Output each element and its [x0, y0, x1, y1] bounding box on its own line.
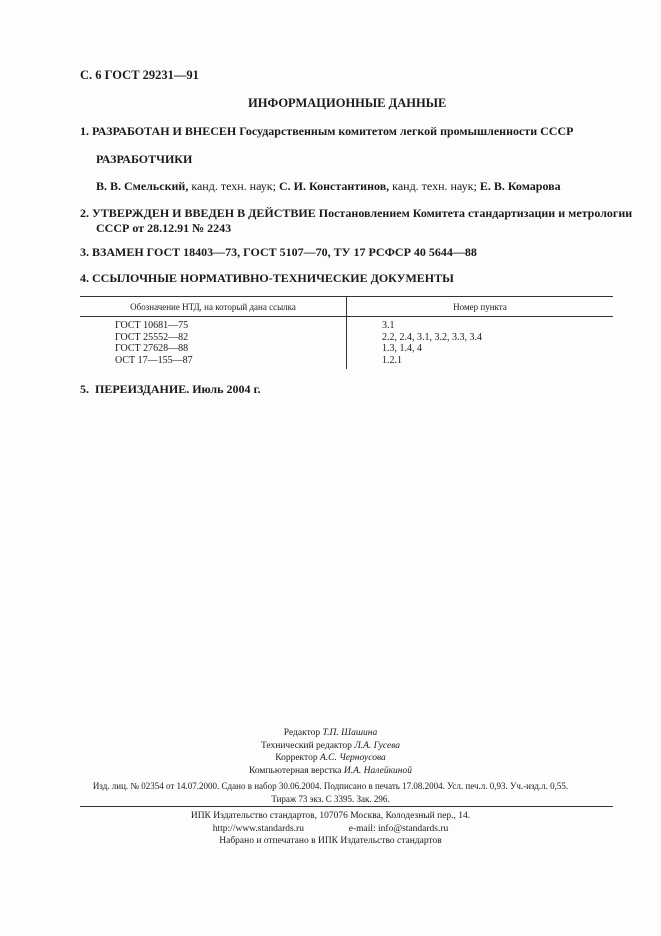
publisher-url: http://www.standards.ru: [212, 823, 304, 834]
page-header: С. 6 ГОСТ 29231—91: [80, 68, 199, 82]
publication-line-2: Тираж 73 экз. С 3395. Зак. 296.: [271, 793, 390, 804]
developer-3-name: Е. В. Комарова: [479, 179, 561, 193]
table-cell-doc: ГОСТ 10681—75: [115, 320, 189, 331]
imprint-editors: [0, 727, 661, 777]
item-3-num: 3.: [80, 245, 89, 259]
item-4-num: 4.: [80, 271, 89, 285]
table-cell-clause: 2.2, 2.4, 3.1, 3.2, 3.3, 3.4: [382, 331, 482, 343]
table-cell-clause: 1.2.1: [382, 354, 402, 366]
developer-2-degree: канд. техн. наук;: [392, 179, 477, 193]
editor-name: Т.П. Шашина: [322, 728, 378, 738]
item-5-num: 5.: [80, 382, 89, 396]
item-1-text: Государственным комитетом легкой промышленности СССР: [239, 124, 574, 138]
item-5: [80, 382, 261, 397]
item-1-num: 1.: [80, 124, 89, 138]
table-cell-doc: ГОСТ 25552—82: [115, 331, 189, 343]
tech-editor-name: Л.А. Гусева: [354, 740, 401, 751]
tech-editor-label: Технический редактор: [260, 740, 352, 751]
table-cell-clause: 3.1: [382, 320, 395, 331]
publisher-email: e-mail: info@standards.ru: [348, 823, 449, 834]
table-clause-column: [382, 320, 482, 366]
proofreader-label: Корректор: [275, 753, 318, 763]
item-1-head: РАЗРАБОТАН И ВНЕСЕН: [92, 124, 237, 138]
item-2-line2: СССР от 28.12.91 № 2243: [96, 221, 232, 235]
table-doc-column: [115, 320, 193, 366]
table-cell-doc: ГОСТ 27628—88: [115, 343, 189, 354]
editor-label: Редактор: [283, 728, 321, 738]
item-4: [80, 271, 454, 286]
table-header-doc: Обозначение НТД, на который дана ссылка: [130, 302, 296, 312]
item-1: [80, 124, 573, 139]
section-title: ИНФОРМАЦИОННЫЕ ДАННЫЕ: [248, 96, 447, 110]
item-2-num: 2.: [80, 206, 89, 220]
table-cell-clause: 1.3, 1.4, 4: [382, 343, 422, 354]
imprint-rule: [80, 806, 613, 807]
item-2: [80, 206, 632, 221]
developers-list: [96, 179, 561, 194]
proofreader-name: А.С. Черноусова: [319, 753, 386, 763]
developer-1-degree: канд. техн. наук;: [191, 179, 276, 193]
item-2-text: Постановлением Комитета стандартизации и метрологии: [318, 206, 633, 220]
layout-label: Компьютерная верстка: [249, 765, 342, 776]
publisher-line-1: ИПК Издательство стандартов, 107076 Москва, Колодезный пер., 14.: [190, 811, 471, 821]
item-4-text: ССЫЛОЧНЫЕ НОРМАТИВНО-ТЕХНИЧЕСКИЕ ДОКУМЕНТЫ: [92, 271, 454, 285]
table-header-clause: Номер пункта: [453, 302, 507, 312]
imprint-publication: [0, 780, 661, 805]
developers-heading: РАЗРАБОТЧИКИ: [96, 152, 193, 166]
developer-1-name: В. В. Смельский,: [96, 179, 189, 193]
imprint-publisher: [0, 810, 661, 848]
item-5-text: ПЕРЕИЗДАНИЕ. Июль 2004 г.: [95, 382, 261, 396]
table-cell-doc: ОСТ 17—155—87: [115, 354, 193, 366]
item-2-head: УТВЕРЖДЕН И ВВЕДЕН В ДЕЙСТВИЕ: [92, 206, 316, 220]
item-3: [80, 245, 477, 260]
publication-line-1: Изд. лиц. № 02354 от 14.07.2000. Сдано в набор 30.06.2004. Подписано в печать 17.08.2004. Усл. печ.л. 0,93. Уч.-изд.л. 0,55.: [92, 781, 569, 791]
publisher-line-3: Набрано и отпечатано в ИПК Издательство стандартов: [219, 836, 442, 846]
layout-name: И.А. Налейкиной: [343, 765, 412, 776]
developer-2-name: С. И. Константинов,: [278, 179, 390, 193]
item-3-text: ВЗАМЕН ГОСТ 18403—73, ГОСТ 5107—70, ТУ 17 РСФСР 40 5644—88: [92, 245, 477, 259]
